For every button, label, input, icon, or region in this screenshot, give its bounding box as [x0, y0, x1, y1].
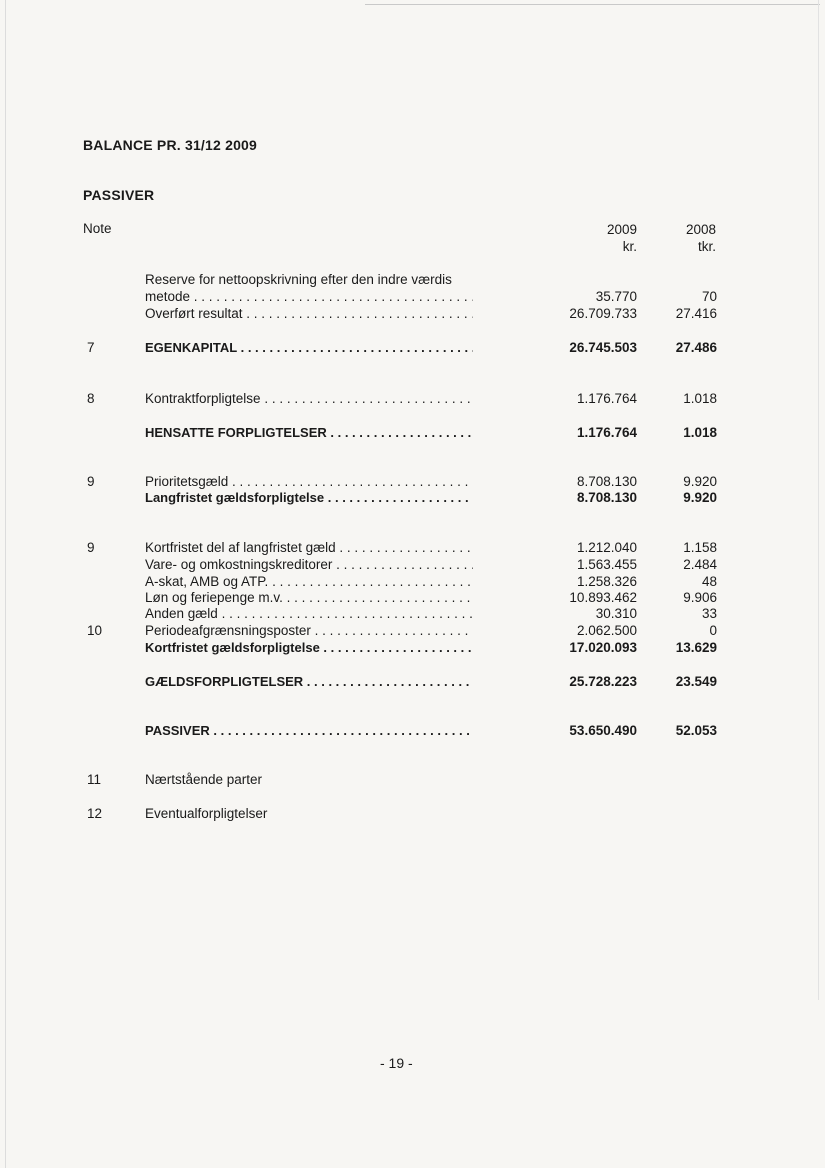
balance-row [0, 288, 825, 306]
balance-row [0, 556, 825, 574]
row-label: Periodeafgrænsningsposter . . . [145, 622, 473, 640]
row-note: 10 [87, 623, 103, 638]
value-2009: 35.770 [595, 289, 637, 304]
value-2009: 8.708.130 [576, 474, 637, 489]
value-2008: 1.018 [683, 425, 717, 440]
row-label: Kortfristet gældsforpligtelse . . . [145, 639, 473, 657]
row-label: Anden gæld . . . [145, 605, 473, 623]
unit-tkr-label: tkr. [697, 239, 716, 254]
value-2009: 53.650.490 [569, 723, 637, 738]
balance-row [0, 605, 825, 623]
value-2008: 27.486 [675, 340, 717, 355]
row-label: metode . . . [145, 288, 473, 306]
value-2008: 1.158 [683, 540, 717, 555]
value-2009: 1.563.455 [576, 557, 637, 572]
value-2008: 70 [701, 289, 717, 304]
row-label: Løn og feriepenge m.v. . . . [145, 589, 473, 607]
value-2009: 8.708.130 [576, 490, 637, 505]
value-2009: 17.020.093 [569, 640, 637, 655]
year-2009-column-header [557, 221, 637, 255]
balance-row [0, 305, 825, 323]
row-label: Overført resultat . . . [145, 305, 473, 323]
value-2009: 25.728.223 [569, 674, 637, 689]
row-note: 8 [87, 391, 95, 406]
value-2008: 0 [709, 623, 717, 638]
row-label: Reserve for nettoopskrivning efter den indre værdis [145, 272, 452, 287]
row-label: EGENKAPITAL . . . [145, 339, 473, 357]
row-label: Kortfristet del af langfristet gæld . . . [145, 539, 473, 557]
balance-row [0, 622, 825, 640]
value-2008: 27.416 [675, 306, 717, 321]
total-row-gaeldsforpligtelser [0, 673, 825, 691]
value-2008: 9.920 [683, 474, 717, 489]
unit-kr-label: kr. [622, 239, 637, 254]
note-column-header: Note [83, 221, 112, 236]
row-label: HENSATTE FORPLIGTELSER . . . [145, 424, 473, 442]
row-label: Nærtstående parter [145, 772, 263, 787]
year-2008-column-header [636, 221, 716, 255]
value-2009: 1.176.764 [576, 425, 637, 440]
year-2009-label: 2009 [606, 222, 637, 237]
value-2008: 9.920 [683, 490, 717, 505]
balance-row [0, 539, 825, 557]
row-note: 9 [87, 474, 95, 489]
note-reference-row [0, 771, 825, 789]
row-label: Kontraktforpligtelse . . . [145, 390, 473, 408]
note-reference-row [0, 805, 825, 823]
value-2008: 9.906 [683, 590, 717, 605]
row-note: 9 [87, 540, 95, 555]
value-2008: 33 [701, 606, 717, 621]
value-2009: 1.258.326 [576, 574, 637, 589]
value-2008: 52.053 [675, 723, 717, 738]
value-2008: 1.018 [683, 391, 717, 406]
value-2009: 26.745.503 [569, 340, 637, 355]
total-row-passiver [0, 722, 825, 740]
row-label: PASSIVER . . . [145, 722, 473, 740]
value-2008: 48 [701, 574, 717, 589]
subtotal-row-kortfristet [0, 639, 825, 657]
row-label: A-skat, AMB og ATP. . . . [145, 573, 473, 591]
value-2009: 1.212.040 [576, 540, 637, 555]
value-2009: 1.176.764 [576, 391, 637, 406]
section-title: PASSIVER [83, 187, 155, 203]
total-row-hensatte [0, 424, 825, 442]
value-2009: 10.893.462 [569, 590, 637, 605]
row-note: 11 [87, 772, 102, 787]
value-2008: 23.549 [675, 674, 717, 689]
page-number: - 19 - [380, 1055, 413, 1071]
total-row-egenkapital [0, 339, 825, 357]
row-label: Eventualforpligtelser [145, 806, 268, 821]
row-label: GÆLDSFORPLIGTELSER . . . [145, 673, 473, 691]
row-label: Langfristet gældsforpligtelse . . . [145, 489, 473, 507]
year-2008-label: 2008 [685, 222, 716, 237]
value-2009: 30.310 [595, 606, 637, 621]
row-label: Prioritetsgæld . . . [145, 473, 473, 491]
row-note: 12 [87, 806, 103, 821]
row-label: Vare- og omkostningskreditorer . . . [145, 556, 473, 574]
value-2009: 2.062.500 [576, 623, 637, 638]
page-title: BALANCE PR. 31/12 2009 [83, 137, 258, 153]
value-2008: 13.629 [675, 640, 717, 655]
subtotal-row-langfristet [0, 489, 825, 507]
scan-edge-line [365, 4, 820, 5]
row-note: 7 [87, 340, 95, 355]
balance-row [0, 390, 825, 408]
value-2009: 26.709.733 [569, 306, 637, 321]
value-2008: 2.484 [683, 557, 717, 572]
balance-row [0, 271, 825, 289]
